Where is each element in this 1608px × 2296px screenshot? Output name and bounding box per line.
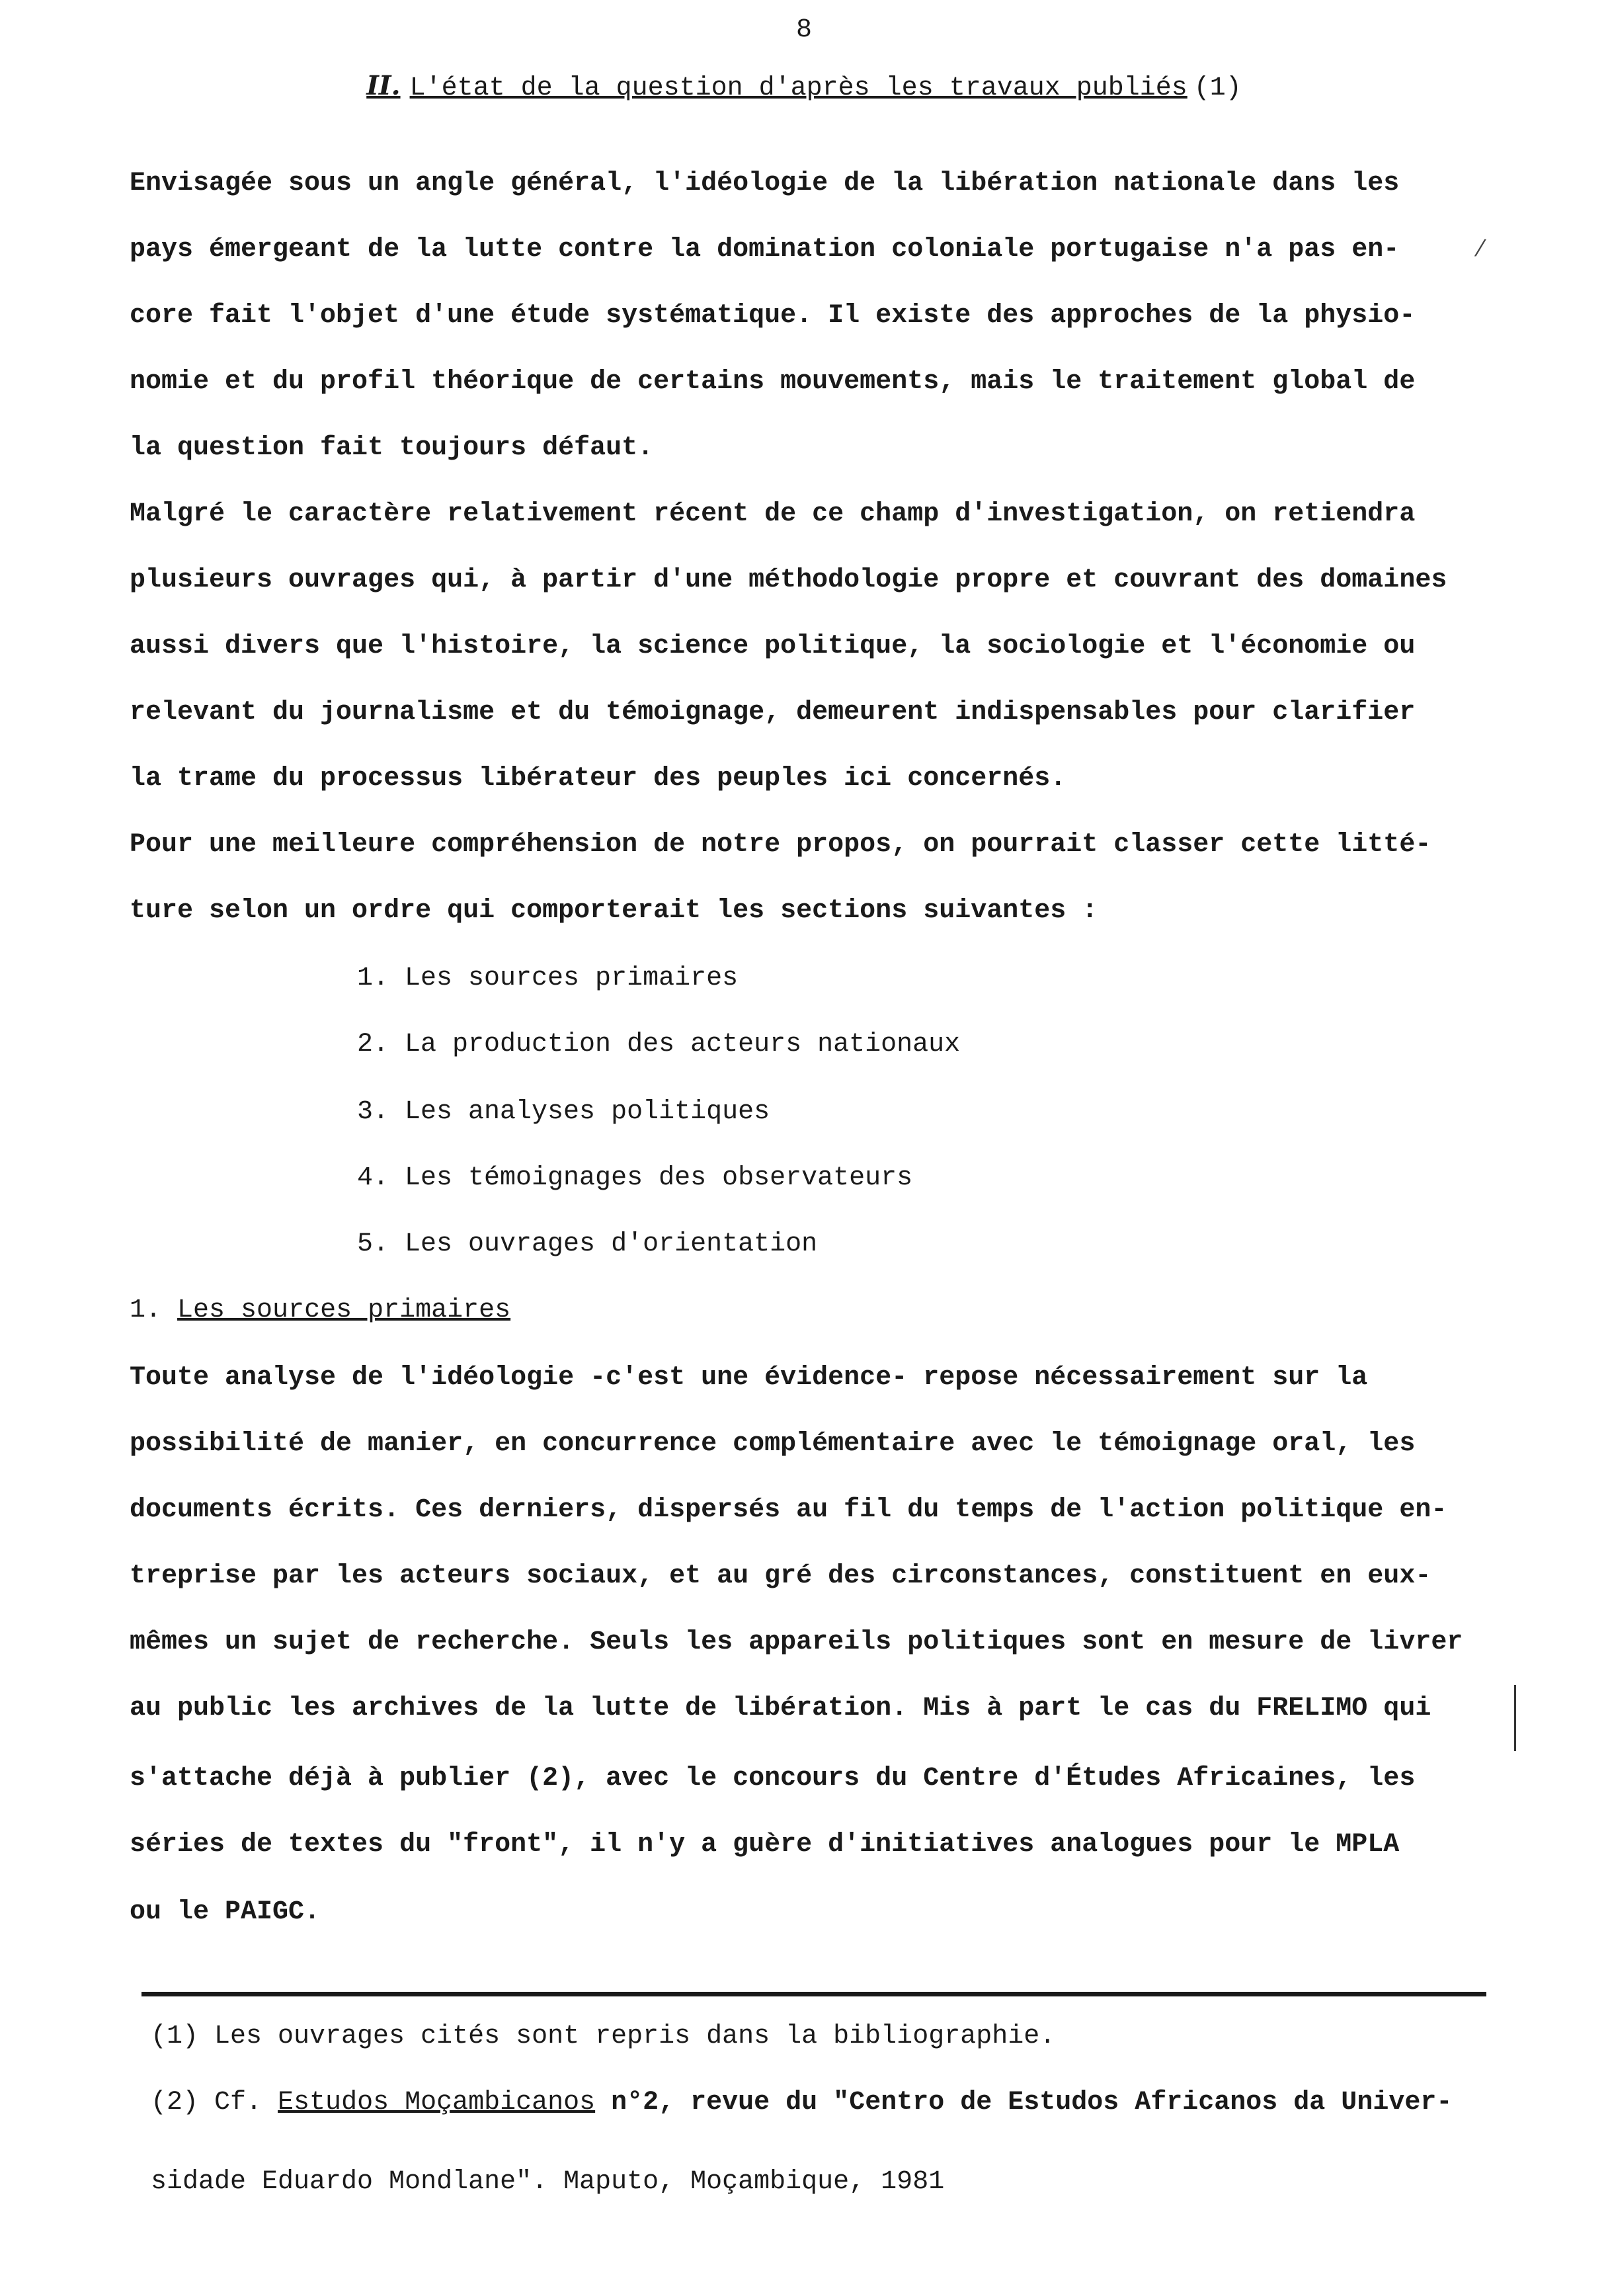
- margin-insert-mark: [1514, 1685, 1516, 1751]
- heading-title: L'état de la question d'après les travaux publiés: [409, 73, 1187, 103]
- page-number: 8: [795, 15, 812, 45]
- paragraph-line: ture selon un ordre qui comporterait les sections suivantes :: [130, 896, 1098, 926]
- footnote-2-title: Estudos Moçambicanos: [278, 2088, 596, 2117]
- footnote-2: [151, 2083, 1493, 2123]
- list-item: 2. La production des acteurs nationaux: [357, 1030, 961, 1059]
- subsection-heading: [130, 1291, 1498, 1331]
- paragraph-line: Envisagée sous un angle général, l'idéologie de la libération nationale dans les: [130, 169, 1400, 198]
- paragraph-line: pays émergeant de la lutte contre la domination coloniale portugaise n'a pas en-: [130, 235, 1400, 265]
- footnote-2-continuation: sidade Eduardo Mondlane". Maputo, Moçambique, 1981: [151, 2167, 945, 2197]
- list-item: 1. Les sources primaires: [357, 964, 739, 993]
- paragraph-line: séries de textes du "front", il n'y a guère d'initiatives analogues pour le MPLA: [130, 1830, 1400, 1860]
- list-item: 3. Les analyses politiques: [357, 1097, 770, 1127]
- list-item: 4. Les témoignages des observateurs: [357, 1163, 913, 1193]
- paragraph-line: s'attache déjà à publier (2), avec le concours du Centre d'Études Africaines, les: [130, 1764, 1416, 1793]
- footnote-1: (1) Les ouvrages cités sont repris dans la bibliographie.: [151, 2022, 1056, 2051]
- list-item: 5. Les ouvrages d'orientation: [357, 1229, 818, 1259]
- heading-footnote-ref: (1): [1193, 73, 1242, 103]
- paragraph-line: Malgré le caractère relativement récent de ce champ d'investigation, on retiendra: [130, 499, 1416, 529]
- subsection-number: 1.: [130, 1295, 162, 1325]
- paragraph-line: aussi divers que l'histoire, la science politique, la sociologie et l'économie ou: [130, 632, 1416, 661]
- footnote-2-prefix: (2) Cf.: [151, 2088, 262, 2117]
- section-heading: [0, 66, 1608, 108]
- footnote-2-rest: n°2, revue du "Centro de Estudos Africanos da Univer-: [595, 2088, 1453, 2117]
- paragraph-line: la trame du processus libérateur des peuples ici concernés.: [130, 764, 1066, 794]
- paragraph-line: nomie et du profil théorique de certains mouvements, mais le traitement global de: [130, 367, 1416, 397]
- paragraph-line: documents écrits. Ces derniers, dispersés au fil du temps de l'action politique en-: [130, 1495, 1447, 1525]
- paragraph-line: plusieurs ouvrages qui, à partir d'une méthodologie propre et couvrant des domaines: [130, 565, 1447, 595]
- heading-roman-numeral: II.: [366, 70, 401, 101]
- paragraph-line: relevant du journalisme et du témoignage, demeurent indispensables pour clarifier: [130, 698, 1416, 727]
- paragraph-line: la question fait toujours défaut.: [130, 433, 654, 463]
- paragraph-line: Toute analyse de l'idéologie -c'est une évidence- repose nécessairement sur la: [130, 1363, 1368, 1393]
- paragraph-line: core fait l'objet d'une étude systématique. Il existe des approches de la physio-: [130, 301, 1416, 331]
- paragraph-line: mêmes un sujet de recherche. Seuls les appareils politiques sont en mesure de livrer: [130, 1627, 1463, 1657]
- paragraph-line: treprise par les acteurs sociaux, et au gré des circonstances, constituent en eux-: [130, 1561, 1431, 1591]
- footnote-divider: [141, 1992, 1486, 1996]
- margin-check-mark: ⁄: [1478, 235, 1482, 262]
- paragraph-line: ou le PAIGC.: [130, 1897, 321, 1927]
- paragraph-line: au public les archives de la lutte de libération. Mis à part le cas du FRELIMO qui: [130, 1694, 1431, 1723]
- paragraph-line: possibilité de manier, en concurrence complémentaire avec le témoignage oral, les: [130, 1429, 1416, 1459]
- subsection-title: Les sources primaires: [177, 1295, 511, 1325]
- paragraph-line: Pour une meilleure compréhension de notre propos, on pourrait classer cette litté-: [130, 830, 1431, 860]
